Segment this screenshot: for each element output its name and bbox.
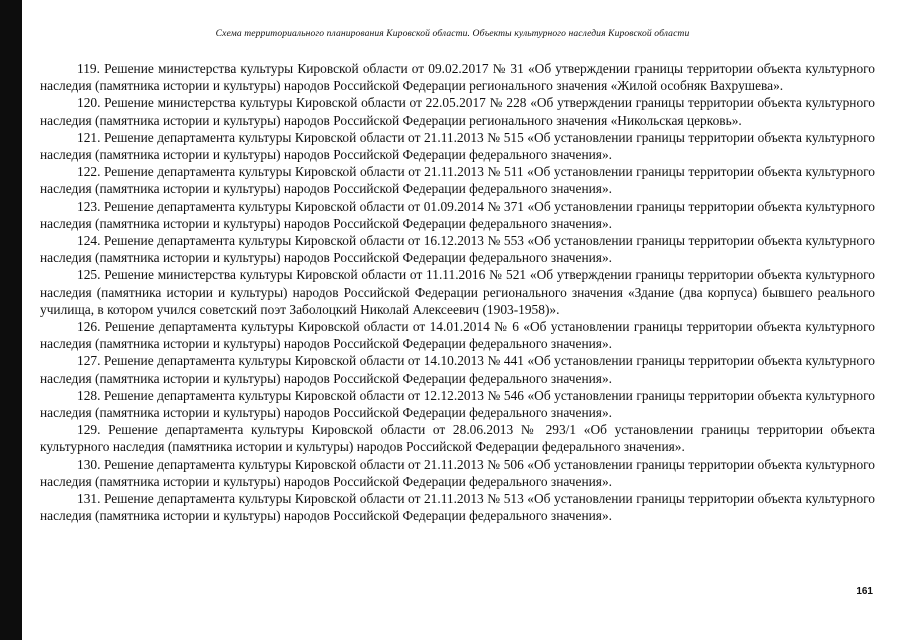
paragraph-119: 119. Решение министерства культуры Кировской области от 09.02.2017 № 31 «Об утверждении границы территории объекта культурного наследия (памятника истории и культуры) народов Российской Федерации регионального значения «Жилой особняк Вахрушева».	[40, 61, 875, 94]
page-header: Схема территориального планирования Кировской области. Объекты культурного наследия Кировской области	[215, 28, 690, 39]
paragraph-123: 123. Решение департамента культуры Кировской области от 01.09.2014 № 371 «Об установлении границы территории объекта культурного наследия (памятника истории и культуры) народов Российской Федерации федерального значения».	[40, 198, 875, 231]
paragraph-122: 122. Решение департамента культуры Кировской области от 21.11.2013 № 511 «Об установлении границы территории объекта культурного наследия (памятника истории и культуры) народов Российской Федерации федерального значения».	[40, 164, 875, 197]
paragraph-129: 129. Решение департамента культуры Кировской области от 28.06.2013 № 293/1 «Об установлении границы территории объекта культурного наследия (памятника истории и культуры) народов Российской Федерации федерального значения».	[40, 422, 875, 455]
page-number: 161	[856, 586, 873, 597]
paragraph-131: 131. Решение департамента культуры Кировской области от 21.11.2013 № 513 «Об установлении границы территории объекта культурного наследия (памятника истории и культуры) народов Российской Федерации федерального значения».	[40, 491, 875, 524]
paragraph-124: 124. Решение департамента культуры Кировской области от 16.12.2013 № 553 «Об установлении границы территории объекта культурного наследия (памятника истории и культуры) народов Российской Федерации федерального значения».	[40, 233, 875, 266]
scan-left-edge	[0, 0, 22, 640]
paragraph-125: 125. Решение министерства культуры Кировской области от 11.11.2016 № 521 «Об утверждении границы территории объекта культурного наследия (памятника истории и культуры) народов Российской Федерации регионального значения «Здание (два корпуса) бывшего реального училища, в котором учился советский поэт Заболоцкий Николай Алексеевич (1903-1958)».	[40, 267, 875, 317]
paragraph-126: 126. Решение департамента культуры Кировской области от 14.01.2014 № 6 «Об установлении границы территории объекта культурного наследия (памятника истории и культуры) народов Российской Федерации федерального значения».	[40, 319, 875, 352]
paragraph-120: 120. Решение министерства культуры Кировской области от 22.05.2017 № 228 «Об утверждении границы территории объекта культурного наследия (памятника истории и культуры) народов Российской Федерации регионального значения «Никольская церковь».	[40, 95, 875, 128]
paragraph-121: 121. Решение департамента культуры Кировской области от 21.11.2013 № 515 «Об установлении границы территории объекта культурного наследия (памятника истории и культуры) народов Российской Федерации федерального значения».	[40, 129, 875, 163]
paragraph-130: 130. Решение департамента культуры Кировской области от 21.11.2013 № 506 «Об установлении границы территории объекта культурного наследия (памятника истории и культуры) народов Российской Федерации федерального значения».	[40, 456, 875, 489]
paragraph-128: 128. Решение департамента культуры Кировской области от 12.12.2013 № 546 «Об установлении границы территории объекта культурного наследия (памятника истории и культуры) народов Российской Федерации федерального значения».	[40, 387, 875, 421]
paragraph-127: 127. Решение департамента культуры Кировской области от 14.10.2013 № 441 «Об установлении границы территории объекта культурного наследия (памятника истории и культуры) народов Российской Федерации федерального значения».	[40, 353, 875, 386]
document-body	[40, 60, 875, 524]
